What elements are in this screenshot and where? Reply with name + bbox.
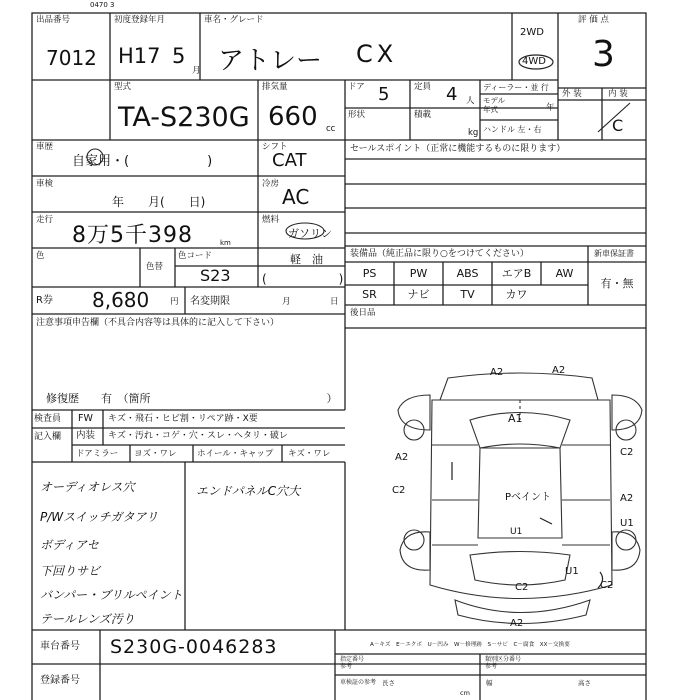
- mark-a1-hood: A1: [508, 412, 523, 425]
- registration-month: 5: [172, 44, 186, 68]
- fuel-diesel: 軽 油: [290, 253, 323, 266]
- interior-label: 内 装: [608, 89, 628, 99]
- remark-2: P/Wスイッチガタアリ: [40, 510, 158, 524]
- length-unit: cm: [460, 689, 470, 697]
- designation-number-label: 指定番号 参考: [340, 656, 365, 670]
- fuel-label: 燃料: [262, 215, 280, 225]
- equip-abs: ABS: [456, 267, 479, 280]
- equip-airbag: エアB: [501, 267, 532, 280]
- equipment-label: 装備品（純正品に限り○をつけてください）: [350, 249, 529, 259]
- mark-a2-top-left: A2: [490, 367, 504, 378]
- remark-6: テールレンズ汚り: [40, 612, 135, 626]
- vehicle-cert-label: 車検証の参考: [340, 679, 377, 686]
- lot-number-label: 出品番号: [36, 15, 71, 25]
- displacement-value: 660: [268, 102, 318, 132]
- load-label: 積載: [414, 110, 432, 120]
- capacity-unit: 人: [466, 96, 475, 106]
- displacement-unit: cc: [326, 124, 336, 134]
- mark-a2-left: A2: [395, 452, 409, 463]
- inspector-label: 検査員: [34, 414, 62, 424]
- name-change-deadline-label: 名変期限: [190, 296, 230, 307]
- exterior-label: 外 装: [562, 89, 582, 99]
- dealer-label: ディーラー・並 行: [483, 83, 549, 92]
- equip-navi: ナビ: [407, 288, 430, 301]
- mark-p-paint: Pベイント: [505, 492, 552, 503]
- check-door-mirror: ドアミラー: [76, 449, 119, 459]
- door-value: 5: [378, 84, 390, 105]
- remark-right-1: エンドパネルC穴大: [196, 484, 301, 498]
- shape-label: 形状: [348, 110, 366, 120]
- car-grade-value: CX: [356, 40, 398, 68]
- length-label: 長さ: [382, 679, 395, 687]
- notes-label: 注意事項申告欄（不具合内容等は具体的に記入して下さい）: [36, 318, 280, 328]
- recycle-value: 8,680: [92, 288, 150, 312]
- registration-month-unit: 月: [192, 66, 201, 76]
- registration-era: H17: [118, 44, 161, 68]
- fuel-gasoline: ガソリン: [288, 227, 332, 240]
- inspection-value: 年 月( 日): [112, 195, 206, 209]
- door-label: ドア: [348, 82, 365, 92]
- first-registration-label: 初度登録年月: [114, 15, 166, 25]
- ac-value: AC: [282, 185, 310, 209]
- deadline-month: 月: [282, 297, 291, 307]
- top-code: 0470 3: [90, 1, 115, 9]
- load-unit: kg: [468, 128, 479, 138]
- equip-sr: SR: [362, 288, 377, 301]
- color-code-value: S23: [200, 266, 231, 285]
- capacity-value: 4: [446, 84, 458, 105]
- equip-leather: カワ: [505, 288, 528, 301]
- mark-u1-right: U1: [620, 518, 634, 529]
- mark-u1-rear: U1: [565, 566, 579, 577]
- mark-c2-left: C2: [392, 485, 406, 496]
- chassis-value: S230G-0046283: [110, 636, 278, 658]
- height-label: 高さ: [578, 679, 591, 687]
- color-change-label: 色替: [146, 262, 164, 272]
- remark-4: 下回りサビ: [40, 564, 101, 578]
- model-year-unit: 年: [546, 103, 555, 113]
- score-value: 3: [592, 34, 615, 75]
- drive-4wd: 4WD: [522, 56, 546, 67]
- car-name-label: 車名・グレード: [204, 15, 264, 25]
- model-value: TA-S230G: [118, 102, 250, 133]
- mark-a2-right: A2: [620, 493, 634, 504]
- score-label: 評 価 点: [578, 15, 609, 25]
- sales-point-label: セールスポイント（正常に機能するものに限ります）: [350, 144, 566, 154]
- equip-aw: AW: [555, 267, 574, 280]
- shift-label: シフト: [262, 142, 288, 152]
- diagram-legend: A－キズ E－エクボ U－凹み W－修理跡 S－サビ C－腐食 XX－交換要: [370, 642, 570, 648]
- mark-c2-rear-right: C2: [600, 580, 614, 591]
- model-label: 型式: [114, 82, 132, 92]
- color-code-label: 色コード: [178, 251, 213, 261]
- check-wheel: ホイール・キャップ: [197, 449, 274, 459]
- mark-c2-rear: C2: [515, 582, 529, 593]
- chassis-label: 車台番号: [40, 641, 80, 652]
- remark-3: ボディアセ: [40, 538, 99, 552]
- use-history-value: 自家用・( ): [72, 154, 213, 169]
- color-label: 色: [36, 251, 45, 261]
- mark-u1-roof: U1: [510, 527, 523, 537]
- plate-label: 登録番号: [40, 675, 80, 686]
- handle-label: ハンドル 左・右: [483, 125, 542, 134]
- check-interior: 内装: [76, 430, 96, 441]
- car-name-value: アトレー: [218, 46, 323, 76]
- use-history-label: 車歴: [36, 142, 54, 152]
- warranty-value: 有・無: [600, 277, 634, 290]
- recycle-unit: 円: [170, 297, 179, 307]
- entry-column-label: 記入欄: [34, 432, 62, 442]
- equip-tv: TV: [460, 288, 475, 301]
- new-car-warranty-label: 新車保証書: [594, 249, 634, 258]
- repair-history: 修復歴 有 （箇所 ）: [46, 392, 338, 405]
- lot-number-value: 7012: [46, 46, 97, 70]
- deadline-day: 日: [330, 297, 339, 307]
- check-fw-items: キズ・飛石・ヒビ割・リペア跡・X要: [108, 414, 258, 424]
- mileage-value: 8万5千398: [72, 223, 193, 248]
- mark-a2-bottom: A2: [510, 618, 524, 629]
- check-fw: FW: [78, 413, 93, 424]
- drive-2wd: 2WD: [520, 27, 544, 38]
- equip-ps: PS: [362, 267, 377, 280]
- mark-a2-top-right: A2: [552, 365, 566, 376]
- mileage-label: 走行: [36, 215, 54, 225]
- width-label: 幅: [486, 679, 493, 687]
- ac-label: 冷房: [262, 179, 280, 189]
- remark-5: バンパー・ブリルペイント: [40, 588, 183, 602]
- capacity-label: 定員: [414, 82, 432, 92]
- equip-pw: PW: [409, 267, 428, 280]
- displacement-label: 排気量: [262, 82, 288, 92]
- classification-number-label: 類別区分番号 参考: [485, 656, 522, 670]
- inspection-label: 車検: [36, 179, 54, 189]
- interior-grade: C: [612, 116, 624, 135]
- mark-c2-right: C2: [620, 447, 634, 458]
- remark-1: オーディオレス穴: [40, 480, 135, 494]
- recycle-label: R券: [36, 295, 53, 306]
- mileage-unit: km: [220, 239, 231, 247]
- model-year-label: モデル 年式: [483, 96, 506, 114]
- check-door-mirror-items: ヨズ・ワレ: [134, 449, 177, 459]
- shift-value: CAT: [272, 150, 307, 171]
- check-interior-items: キズ・汚れ・コゲ・穴・スレ・へタリ・破レ: [108, 431, 288, 441]
- check-wheel-items: キズ・ワレ: [288, 449, 331, 459]
- after-items-label: 後日品: [350, 308, 376, 318]
